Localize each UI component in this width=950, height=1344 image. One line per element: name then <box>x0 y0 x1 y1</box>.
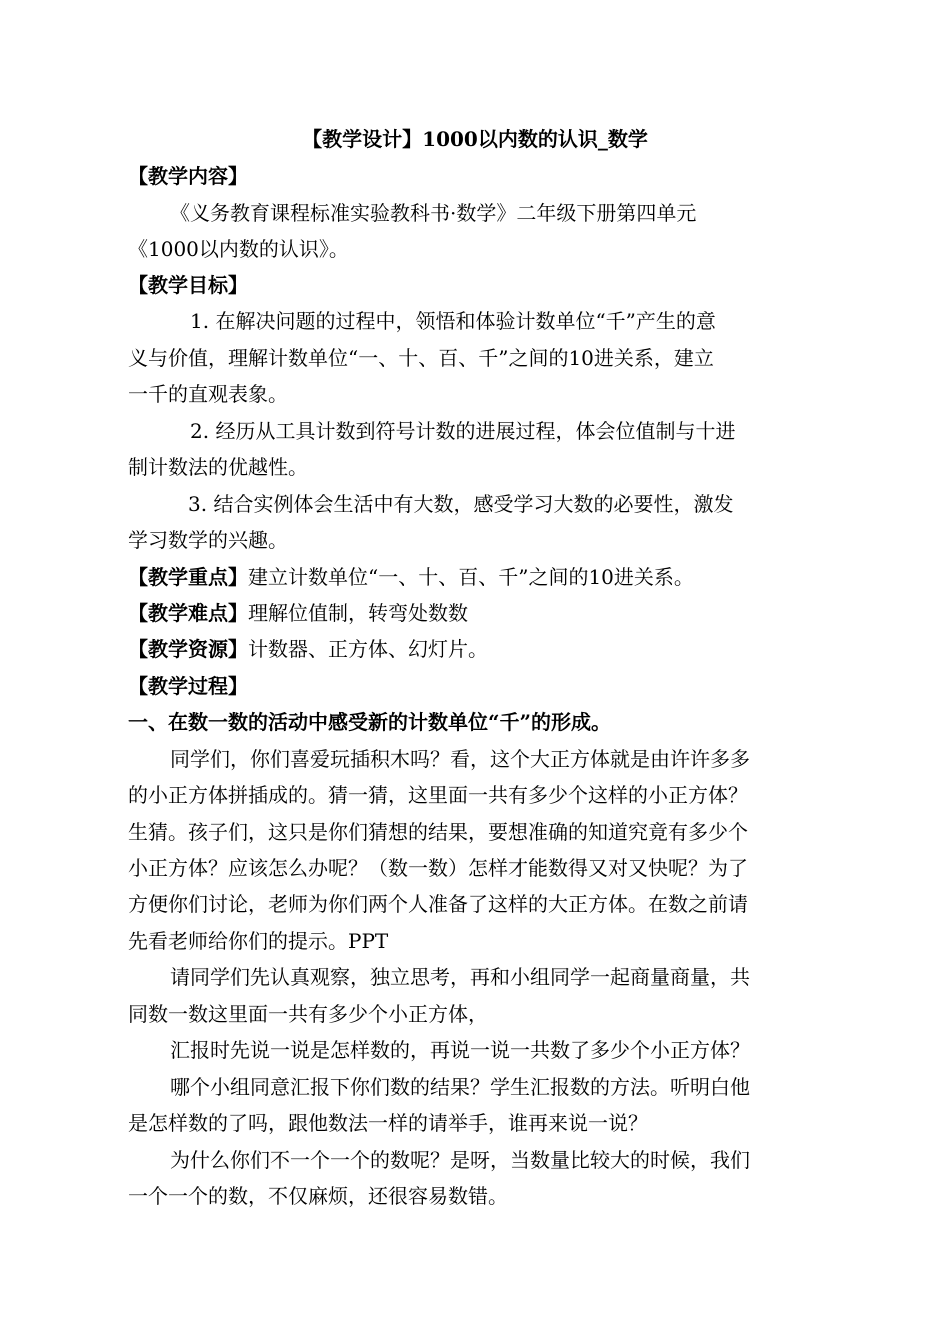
paragraph-line: 一千的直观表象。 <box>128 382 288 406</box>
paragraph-line: 是怎样数的了吗，跟他数法一样的请举手，谁再来说一说？ <box>128 1111 648 1135</box>
paragraph-line: 一个一个的数，不仅麻烦，还很容易数错。 <box>128 1184 508 1208</box>
paragraph-line: 《义务教育课程标准实验教科书·数学》二年级下册第四单元 <box>170 201 697 225</box>
paragraph-line: 小正方体？应该怎么办呢？（数一数）怎样才能数得又对又快呢？为了 <box>128 856 748 880</box>
key-point-row <box>128 563 828 591</box>
key-point-text: 建立计数单位“一、十、百、千”之间的10进关系。 <box>248 565 694 589</box>
difficulty-row <box>128 599 828 627</box>
paragraph-line: 的小正方体拼插成的。猜一猜，这里面一共有多少个这样的小正方体？ <box>128 783 748 807</box>
paragraph-line: 汇报时先说一说是怎样数的，再说一说一共数了多少个小正方体？ <box>170 1038 750 1062</box>
paragraph-line: 制计数法的优越性。 <box>128 455 308 479</box>
resources-text: 计数器、正方体、幻灯片。 <box>248 637 488 661</box>
heading-resources: 【教学资源】 <box>128 637 248 661</box>
paragraph-line: 义与价值，理解计数单位“一、十、百、千”之间的10进关系，建立 <box>128 346 714 370</box>
heading-content: 【教学内容】 <box>128 164 248 188</box>
paragraph-line: 为什么你们不一个一个的数呢？是呀，当数量比较大的时候，我们 <box>170 1148 750 1172</box>
section-heading: 一、在数一数的活动中感受新的计数单位“千”的形成。 <box>128 710 612 734</box>
paragraph-line: 《1000以内数的认识》。 <box>128 237 349 261</box>
resources-row <box>128 635 828 663</box>
heading-process: 【教学过程】 <box>128 674 248 698</box>
paragraph-line: 同数一数这里面一共有多少个小正方体， <box>128 1002 488 1026</box>
paragraph-line: 同学们，你们喜爱玩插积木吗？看，这个大正方体就是由许许多多 <box>170 747 750 771</box>
paragraph-line: 生猜。孩子们，这只是你们猜想的结果，要想准确的知道究竟有多少个 <box>128 820 748 844</box>
paragraph-line: 请同学们先认真观察，独立思考，再和小组同学一起商量商量，共 <box>170 965 750 989</box>
paragraph-line: 先看老师给你们的提示。PPT <box>128 929 389 953</box>
paragraph-line: 2. 经历从工具计数到符号计数的进展过程，体会位值制与十进 <box>190 419 736 443</box>
heading-key-point: 【教学重点】 <box>128 565 248 589</box>
paragraph-line: 学习数学的兴趣。 <box>128 528 288 552</box>
heading-objectives: 【教学目标】 <box>128 273 248 297</box>
paragraph-line: 1. 在解决问题的过程中，领悟和体验计数单位“千”产生的意 <box>190 309 716 333</box>
difficulty-text: 理解位值制，转弯处数数 <box>248 601 468 625</box>
document-title: 【教学设计】1000以内数的认识_数学 <box>302 127 648 151</box>
paragraph-line: 方便你们讨论，老师为你们两个人准备了这样的大正方体。在数之前请 <box>128 892 748 916</box>
paragraph-line: 3. 结合实例体会生活中有大数，感受学习大数的必要性，激发 <box>188 492 734 516</box>
heading-difficulty: 【教学难点】 <box>128 601 248 625</box>
paragraph-line: 哪个小组同意汇报下你们数的结果？学生汇报数的方法。听明白他 <box>170 1075 750 1099</box>
